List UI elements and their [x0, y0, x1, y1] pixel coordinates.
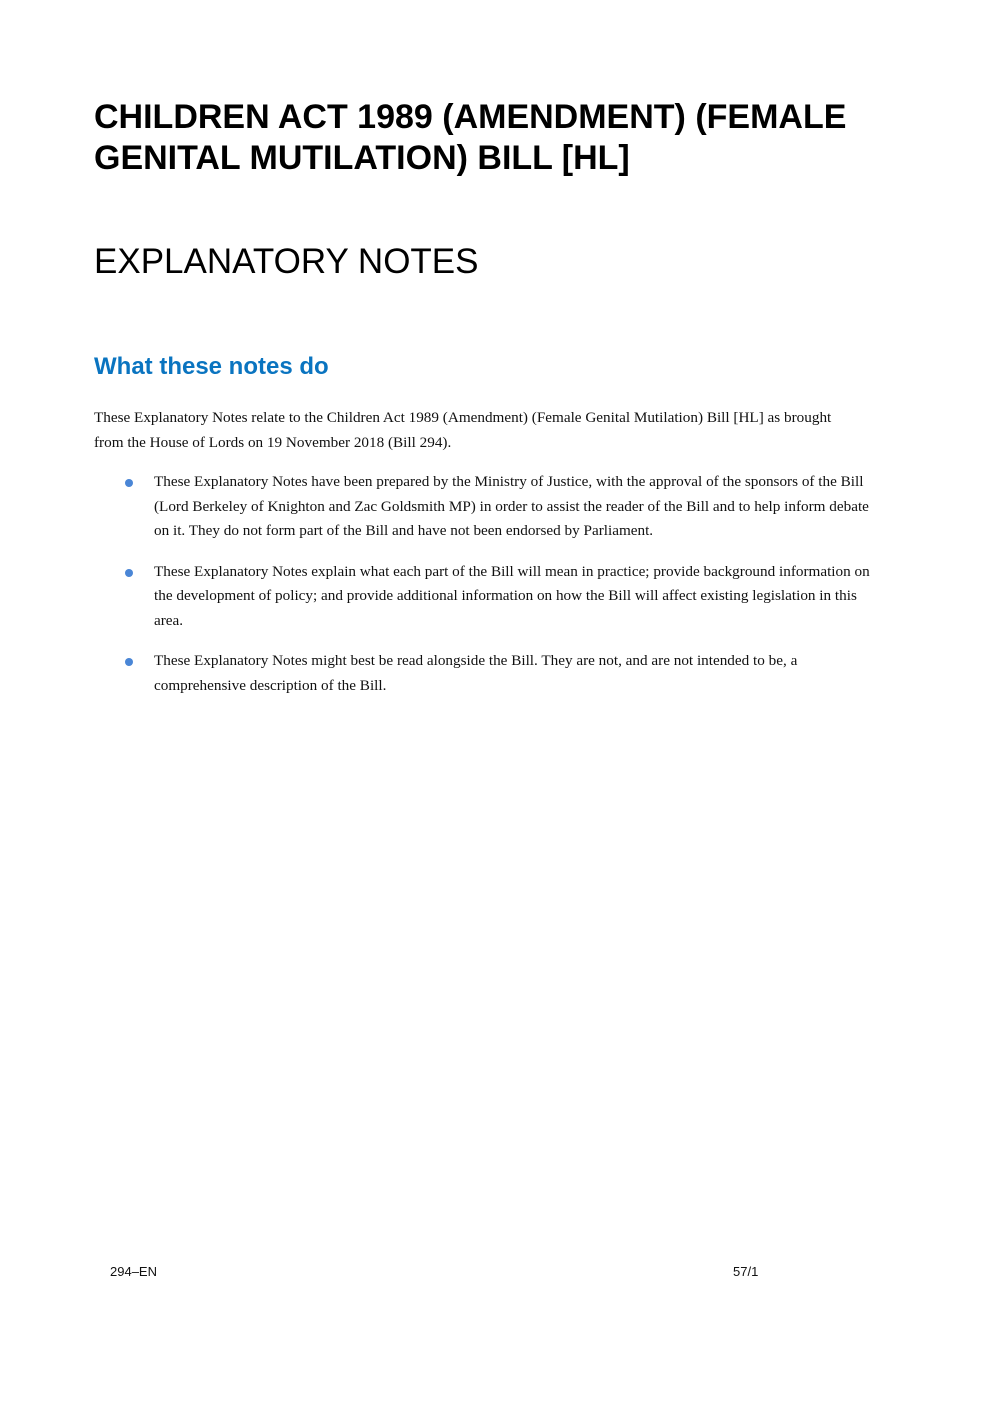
document-title: CHILDREN ACT 1989 (AMENDMENT) (FEMALE GENITAL MUTILATION) BILL [HL]	[94, 98, 847, 177]
bullet-dot-icon	[125, 479, 133, 487]
footer-reference: 294–EN	[110, 1264, 157, 1279]
footer-page-code: 57/1	[733, 1264, 759, 1279]
bullet-dot-icon	[125, 658, 133, 666]
bullet-item	[94, 560, 874, 634]
bullet-item	[94, 649, 874, 698]
intro-paragraph: These Explanatory Notes relate to the Children Act 1989 (Amendment) (Female Genital Mutilation) Bill [HL] as brought from the House of Lords on 19 November 2018 (Bill 294).	[94, 409, 832, 451]
bullet-dot-icon	[125, 569, 133, 577]
section-heading: What these notes do	[94, 353, 329, 380]
bullet-text: These Explanatory Notes have been prepared by the Ministry of Justice, with the approval of the sponsors of the Bill (Lord Berkeley of Knighton and Zac Goldsmith MP) in order to assist the reader of the Bill and to help inform debate on it. They do not form part of the Bill and have not been endorsed by Parliament.	[154, 473, 869, 539]
bullet-item	[94, 470, 874, 544]
bullet-list	[94, 470, 874, 714]
bullet-text: These Explanatory Notes explain what each part of the Bill will mean in practice; provide background information on the development of policy; and provide additional information on how the Bill will affect existing legislation in this area.	[154, 562, 870, 629]
bullet-text: These Explanatory Notes might best be read alongside the Bill. They are not, and are not intended to be, a comprehensive description of the Bill.	[154, 652, 798, 694]
document-subtitle: EXPLANATORY NOTES	[94, 242, 479, 281]
